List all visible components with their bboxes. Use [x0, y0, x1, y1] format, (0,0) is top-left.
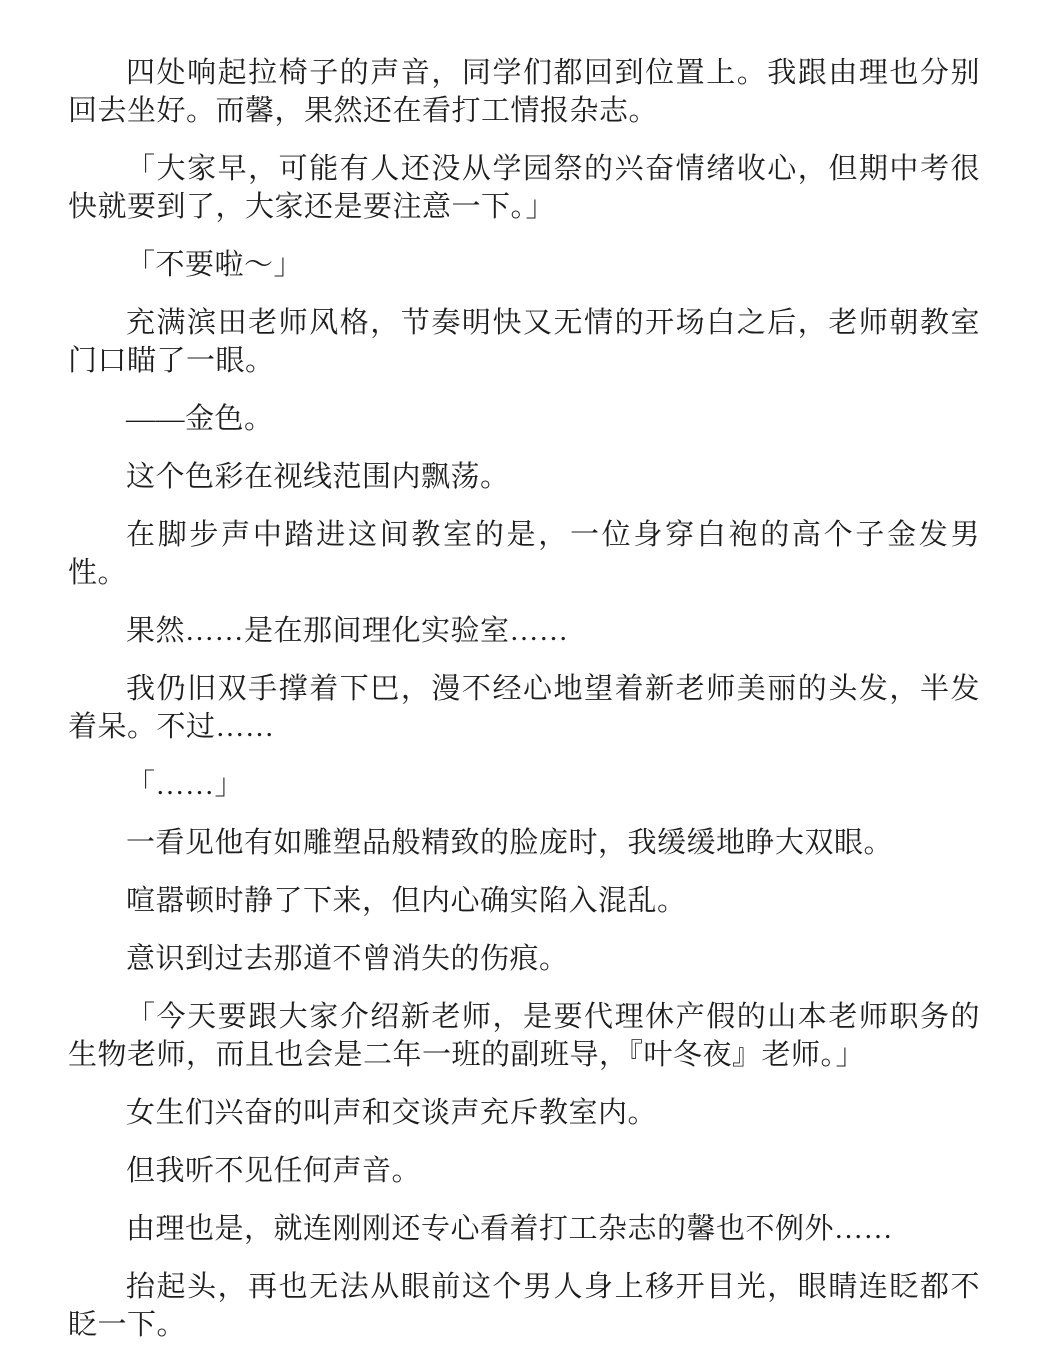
paragraph: 在脚步声中踏进这间教室的是，一位身穿白袍的高个子金发男性。 [68, 519, 980, 589]
paragraph: 我仍旧双手撑着下巴，漫不经心地望着新老师美丽的头发，半发着呆。不过…… [68, 673, 980, 743]
paragraph: 由理也是，就连刚刚还专心看着打工杂志的馨也不例外…… [126, 1213, 894, 1245]
paragraph: 果然……是在那间理化实验室…… [126, 615, 569, 647]
paragraph-dialogue: 「……」 [126, 769, 245, 801]
paragraph: 「大家早，可能有人还没从学园祭的兴奋情绪收心，但期中考很快就要到了，大家还是要注意一下。」 [68, 153, 980, 223]
paragraph: 喧嚣顿时静了下来，但内心确实陷入混乱。 [126, 885, 687, 917]
paragraph: 充满滨田老师风格，节奏明快又无情的开场白之后，老师朝教室门口瞄了一眼。 [68, 307, 980, 377]
paragraph: ——金色。 [126, 403, 274, 435]
paragraph: 意识到过去那道不曾消失的伤痕。 [126, 943, 569, 975]
paragraph: 这个色彩在视线范围内飘荡。 [126, 461, 510, 493]
paragraph: 但我听不见任何声音。 [126, 1155, 422, 1187]
paragraph: 一看见他有如雕塑品般精致的脸庞时，我缓缓地睁大双眼。 [126, 827, 894, 859]
paragraph-dialogue: 「不要啦～」 [126, 249, 304, 281]
paragraph: 四处响起拉椅子的声音，同学们都回到位置上。我跟由理也分别回去坐好。而馨，果然还在看打工情报杂志。 [68, 57, 980, 127]
paragraph-dialogue: 「今天要跟大家介绍新老师，是要代理休产假的山本老师职务的生物老师，而且也会是二年一班的副班导，『叶冬夜』老师。」 [68, 1001, 980, 1071]
paragraph: 女生们兴奋的叫声和交谈声充斥教室内。 [126, 1097, 658, 1129]
paragraph: 抬起头，再也无法从眼前这个男人身上移开目光，眼睛连眨都不眨一下。 [68, 1271, 980, 1341]
